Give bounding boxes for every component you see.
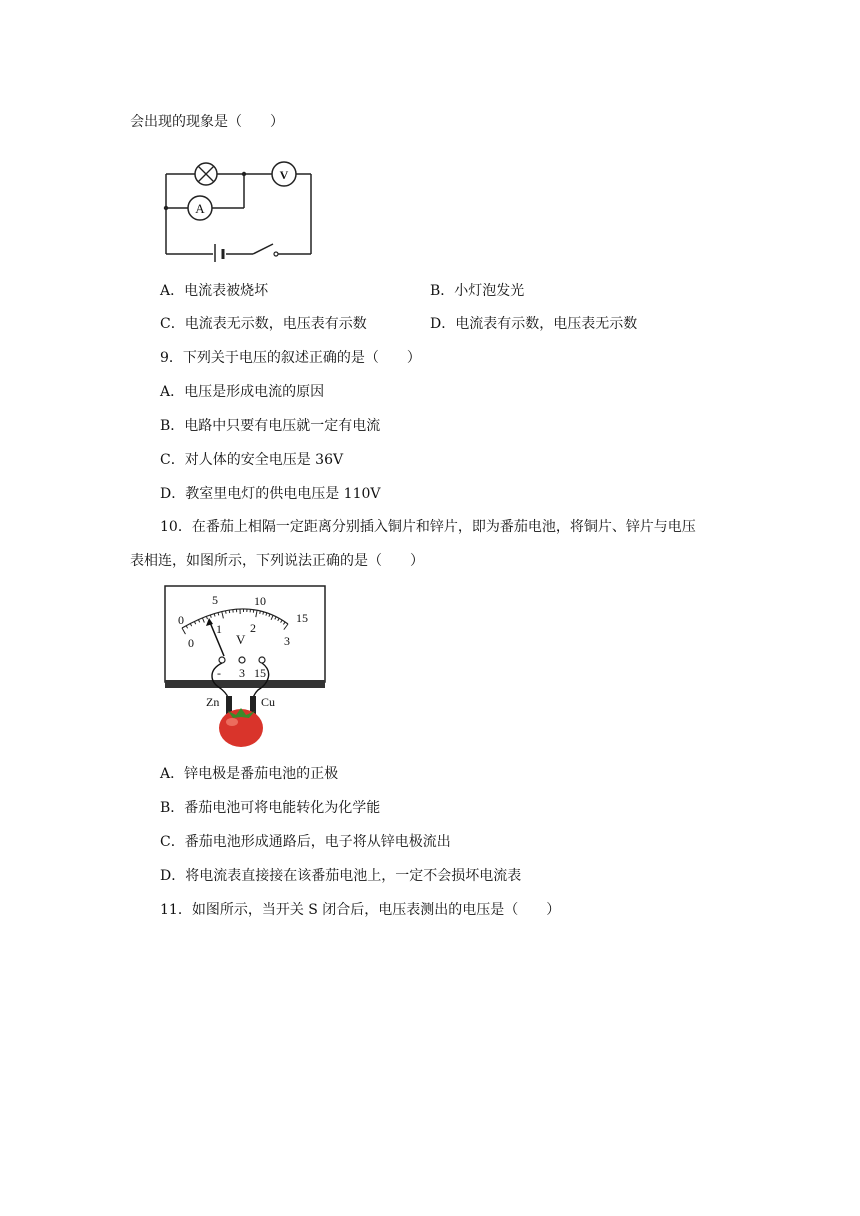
q10-option-b: B．番茄电池可将电能转化为化学能	[160, 800, 381, 816]
voltmeter-label: V	[279, 168, 289, 182]
q10-option-c: C．番茄电池形成通路后，电子将从锌电极流出	[160, 834, 451, 850]
ammeter-symbol	[188, 196, 212, 220]
q10-option-a: A．锌电极是番茄电池的正极	[160, 766, 339, 782]
tomato-icon	[219, 708, 263, 747]
meter-base	[165, 680, 325, 688]
terminal-3	[239, 657, 245, 663]
terminal-negative	[219, 657, 225, 663]
q8-option-b: B．小灯泡发光	[430, 283, 525, 299]
q8-option-d: D．电流表有示数，电压表无示数	[430, 316, 638, 332]
q10-tomato-voltmeter-figure	[160, 584, 330, 750]
q10-stem-line2: 表相连，如图所示，下列说法正确的是（ ）	[130, 553, 424, 569]
terminal-label-negative: -	[217, 666, 221, 680]
upper-scale-0: 0	[178, 613, 184, 627]
lower-scale-3: 3	[284, 634, 290, 648]
q10-stem-line1: 10．在番茄上相隔一定距离分别插入铜片和锌片，即为番茄电池，将铜片、锌片与电压	[160, 519, 696, 535]
terminal-15	[259, 657, 265, 663]
lower-scale-0: 0	[188, 636, 194, 650]
lamp-symbol	[195, 163, 217, 185]
q8-option-a: A．电流表被烧坏	[160, 283, 269, 299]
upper-scale-15: 15	[296, 611, 308, 625]
lower-scale-2: 2	[250, 621, 256, 635]
q8-circuit-diagram	[158, 150, 320, 262]
q8-stem-tail: 会出现的现象是（ ）	[130, 114, 284, 130]
q9-option-a: A．电压是形成电流的原因	[160, 384, 325, 400]
switch-contact	[274, 252, 278, 256]
voltmeter-symbol	[272, 162, 296, 186]
q8-option-c: C．电流表无示数，电压表有示数	[160, 316, 367, 332]
upper-scale-10: 10	[254, 594, 266, 608]
terminal-label-3: 3	[239, 666, 245, 680]
q9-stem: 9．下列关于电压的叙述正确的是（ ）	[160, 350, 421, 366]
q11-stem: 11．如图所示，当开关 S 闭合后，电压表测出的电压是（ ）	[160, 902, 561, 918]
junction-dot-top	[242, 172, 246, 176]
terminal-label-15: 15	[254, 666, 266, 680]
electrode-label-zn: Zn	[206, 695, 220, 709]
ammeter-label: A	[195, 201, 205, 216]
lower-scale-1: 1	[216, 622, 222, 636]
scale-tick	[226, 611, 227, 614]
q9-option-b: B．电路中只要有电压就一定有电流	[160, 418, 381, 434]
junction-dot-left	[164, 206, 168, 210]
q9-option-d: D．教室里电灯的供电电压是 110V	[160, 486, 381, 502]
scale-tick	[260, 611, 261, 614]
q10-option-d: D．将电流表直接接在该番茄电池上，一定不会损坏电流表	[160, 868, 522, 884]
meter-unit: V	[236, 632, 246, 647]
q9-option-c: C．对人体的安全电压是 36V	[160, 452, 344, 468]
electrode-label-cu: Cu	[261, 695, 276, 709]
upper-scale-5: 5	[212, 593, 218, 607]
